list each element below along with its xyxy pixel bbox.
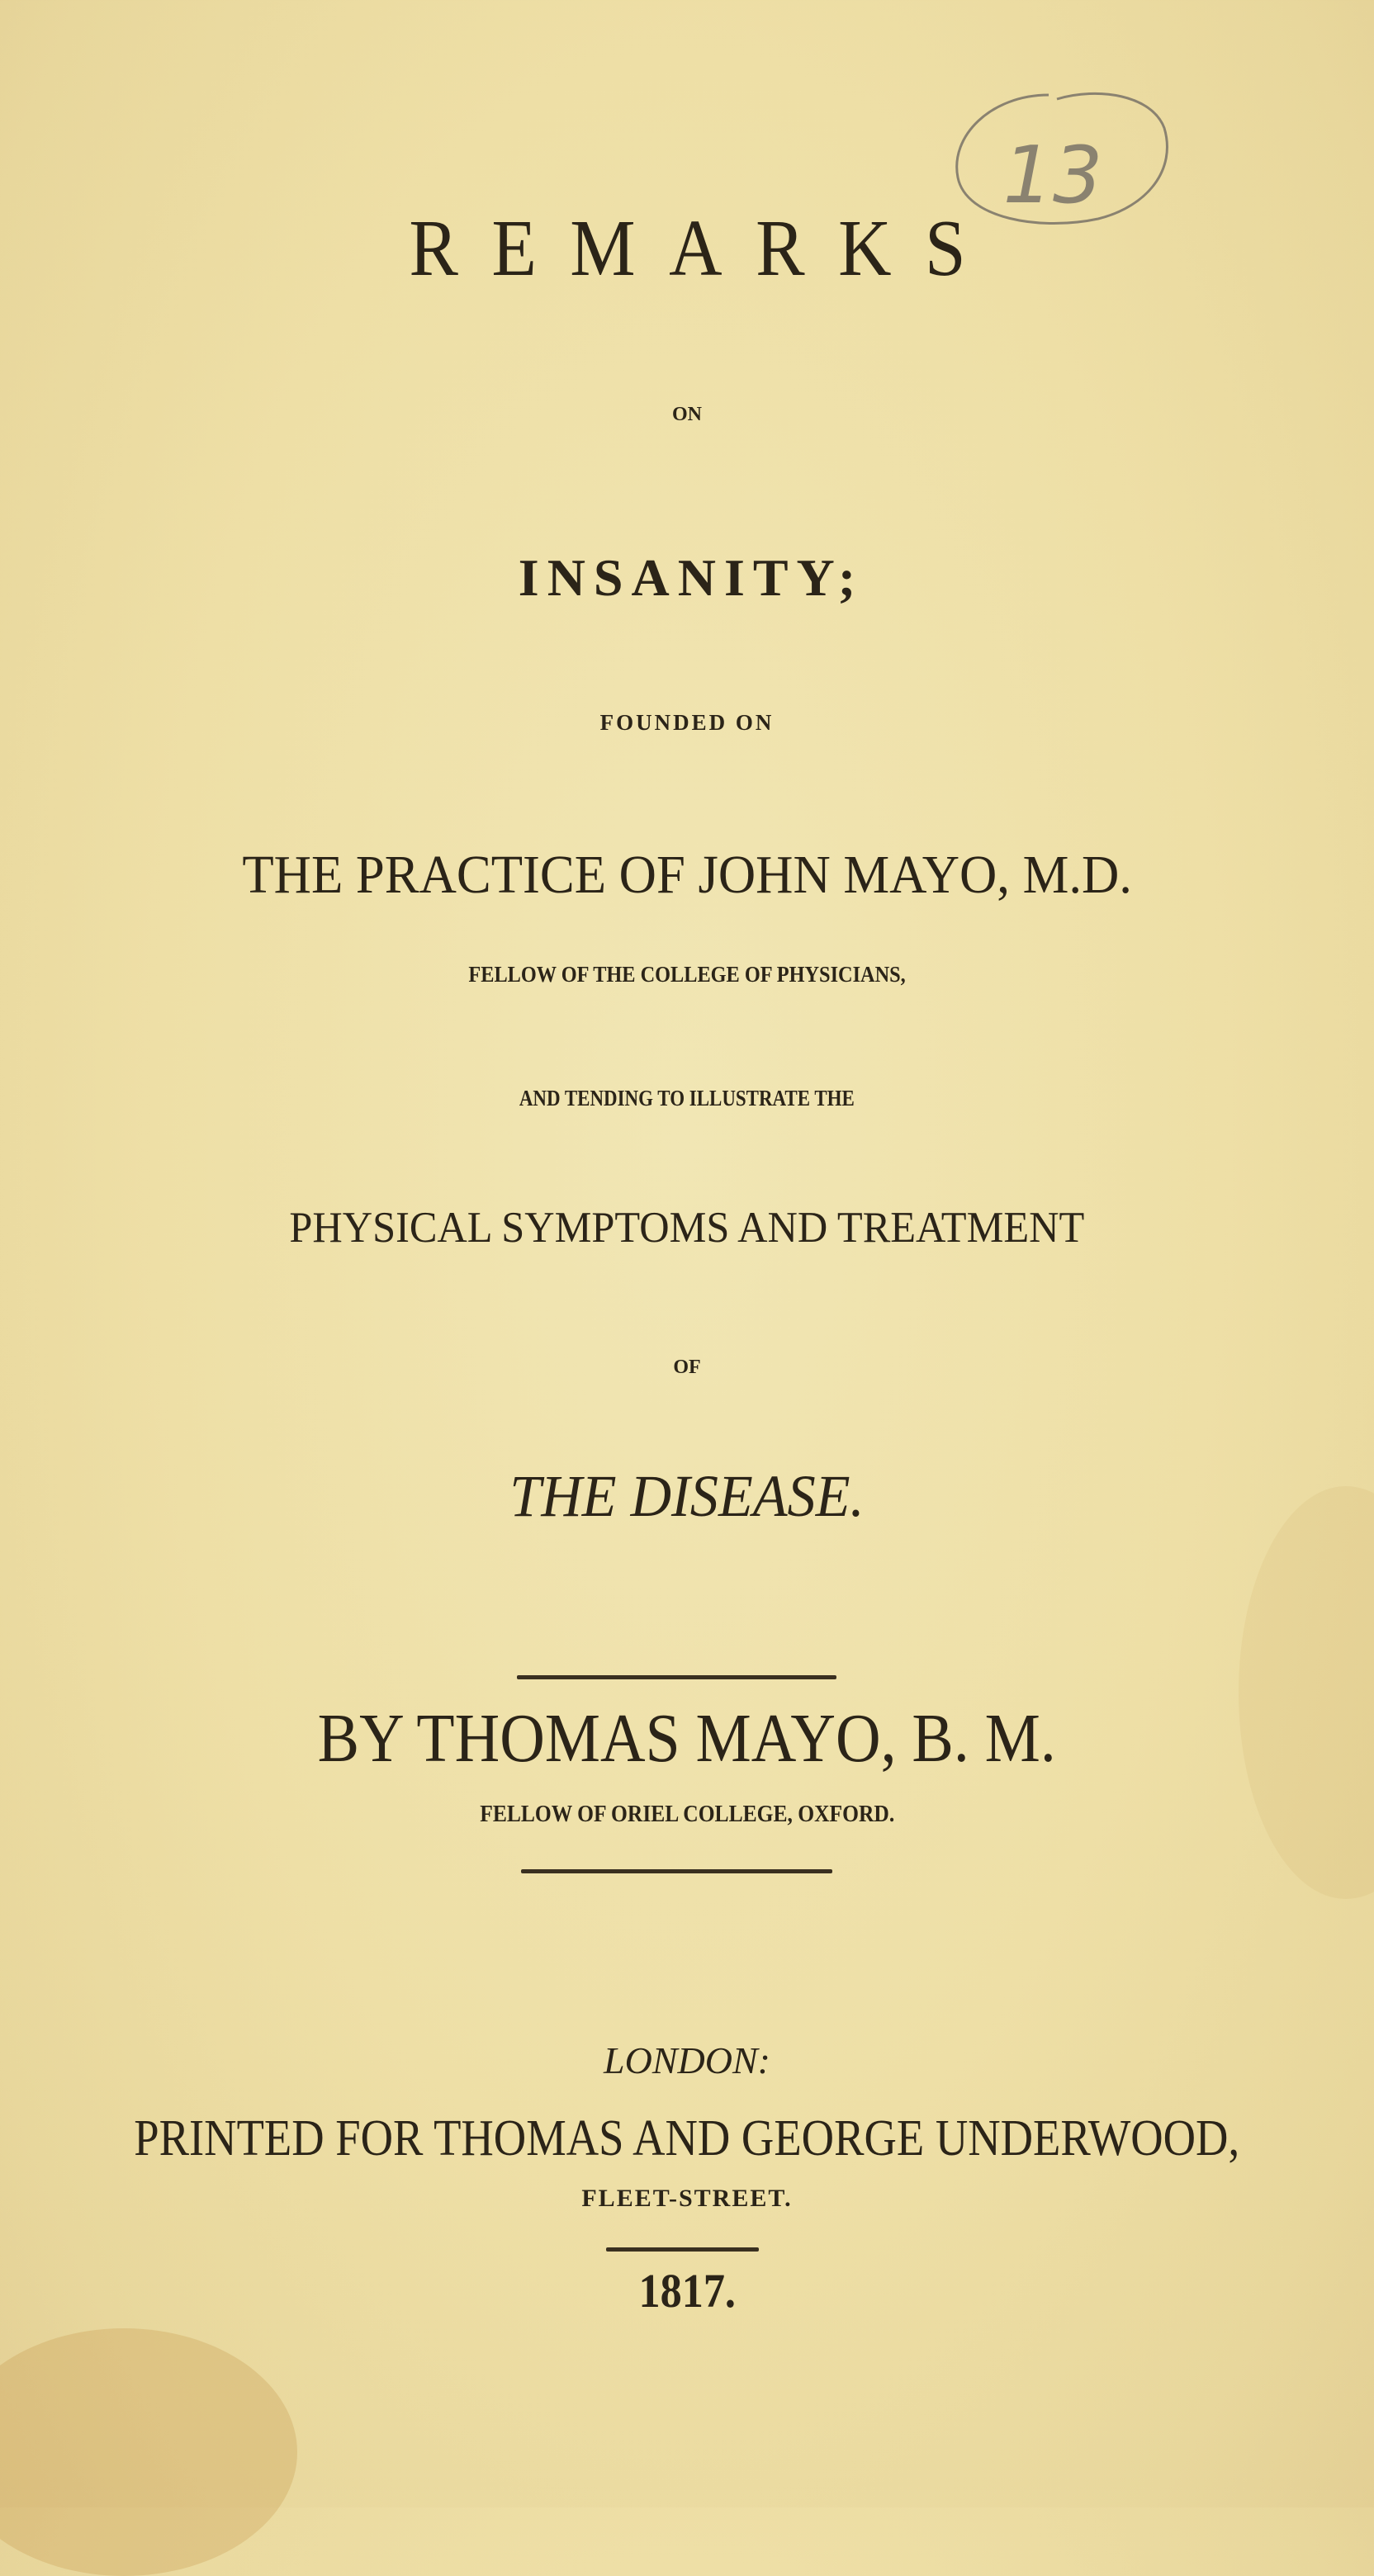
divider-rule (521, 1869, 832, 1873)
divider-rule (606, 2247, 759, 2252)
title-remarks: REMARKS (408, 204, 999, 292)
city-london: LONDON: (604, 2039, 770, 2081)
symptoms-line: PHYSICAL SYMPTOMS AND TREATMENT (289, 1204, 1085, 1252)
disease-line: THE DISEASE. (509, 1463, 865, 1529)
author-line: BY THOMAS MAYO, B. M. (317, 1700, 1057, 1777)
subject-insanity: INSANITY; (518, 548, 865, 607)
practice-line: THE PRACTICE OF JOHN MAYO, M.D. (242, 845, 1132, 905)
year: 1817. (638, 2264, 736, 2318)
printer-line: PRINTED FOR THOMAS AND GEORGE UNDERWOOD, (134, 2110, 1240, 2166)
fellow-physicians: FELLOW OF THE COLLEGE OF PHYSICIANS, (468, 962, 906, 987)
tending-line: AND TENDING TO ILLUSTRATE THE (519, 1086, 855, 1110)
on-label: ON (672, 404, 702, 425)
divider-rule (517, 1675, 836, 1679)
author-fellow: FELLOW OF ORIEL COLLEGE, OXFORD. (480, 1801, 894, 1827)
of-label: OF (673, 1357, 701, 1378)
street-line: FLEET-STREET. (581, 2185, 793, 2212)
pencil-number: 13 (1002, 130, 1103, 221)
founded-on: FOUNDED ON (599, 710, 775, 735)
